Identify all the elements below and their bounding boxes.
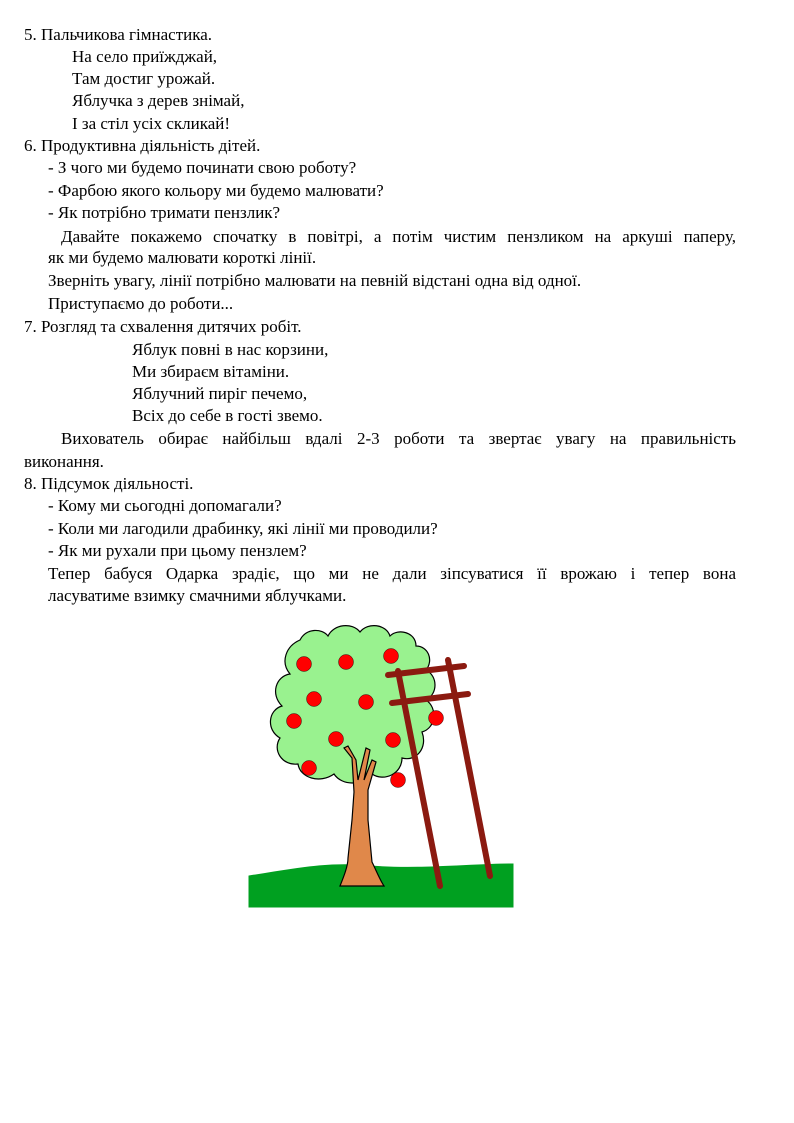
apple — [302, 761, 317, 776]
verse-line: На село приїжджай, — [72, 47, 218, 66]
paragraph-line: як ми будемо малювати короткі лінії. — [48, 248, 317, 267]
section-8-heading: 8. Підсумок діяльності. — [24, 474, 194, 493]
question-line: - Як потрібно тримати пензлик? — [48, 203, 281, 222]
apple — [287, 714, 302, 729]
verse-line: Ми збираєм вітаміни. — [132, 362, 290, 381]
apple — [359, 695, 374, 710]
paragraph-line: виконання. — [24, 452, 104, 471]
ladder-shape — [388, 660, 490, 886]
apple — [386, 733, 401, 748]
question-line: - Коли ми лагодили драбинку, які лінії ми проводили? — [48, 519, 438, 538]
question-line: - Фарбою якого кольору ми будемо малювати? — [48, 181, 384, 200]
paragraph-line: Вихователь обирає найбільш вдалі 2-3 роботи та звертає увагу на правильність — [61, 429, 736, 448]
attention-line: Зверніть увагу, лінії потрібно малювати на певній відстані одна від одної. — [48, 271, 582, 290]
closing-line: ласуватиме взимку смачними яблучками. — [48, 586, 347, 605]
verse-line: Яблучка з дерев знімай, — [72, 91, 245, 110]
verse-line: Яблучний пиріг печемо, — [132, 384, 308, 403]
question-line: - З чого ми будемо починати свою роботу? — [48, 158, 357, 177]
apple-tree-with-ladder-icon — [245, 620, 517, 910]
apple — [297, 657, 312, 672]
apple — [391, 773, 406, 788]
question-line: - Як ми рухали при цьому пензлем? — [48, 541, 307, 560]
section-7-heading: 7. Розгляд та схвалення дитячих робіт. — [24, 317, 302, 336]
paragraph-line: Давайте покажемо спочатку в повітрі, а потім чистим пензликом на аркуші паперу, — [61, 227, 736, 246]
closing-line: Тепер бабуся Одарка зрадіє, що ми не дали зіпсуватися її врожаю і тепер вона — [48, 564, 736, 583]
section-6-heading: 6. Продуктивна діяльність дітей. — [24, 136, 261, 155]
apple — [307, 692, 322, 707]
section-5-heading: 5. Пальчикова гімнастика. — [24, 25, 213, 44]
apple — [429, 711, 444, 726]
apple — [339, 655, 354, 670]
apple — [384, 649, 399, 664]
question-line: - Кому ми сьогодні допомагали? — [48, 496, 282, 515]
verse-line: Яблук повні в нас корзини, — [132, 340, 329, 359]
verse-line: І за стіл усіх скликай! — [72, 114, 231, 133]
apple — [329, 732, 344, 747]
verse-line: Всіх до себе в гості звемо. — [132, 406, 323, 425]
verse-line: Там достиг урожай. — [72, 69, 216, 88]
start-line: Приступаємо до роботи... — [48, 294, 234, 313]
